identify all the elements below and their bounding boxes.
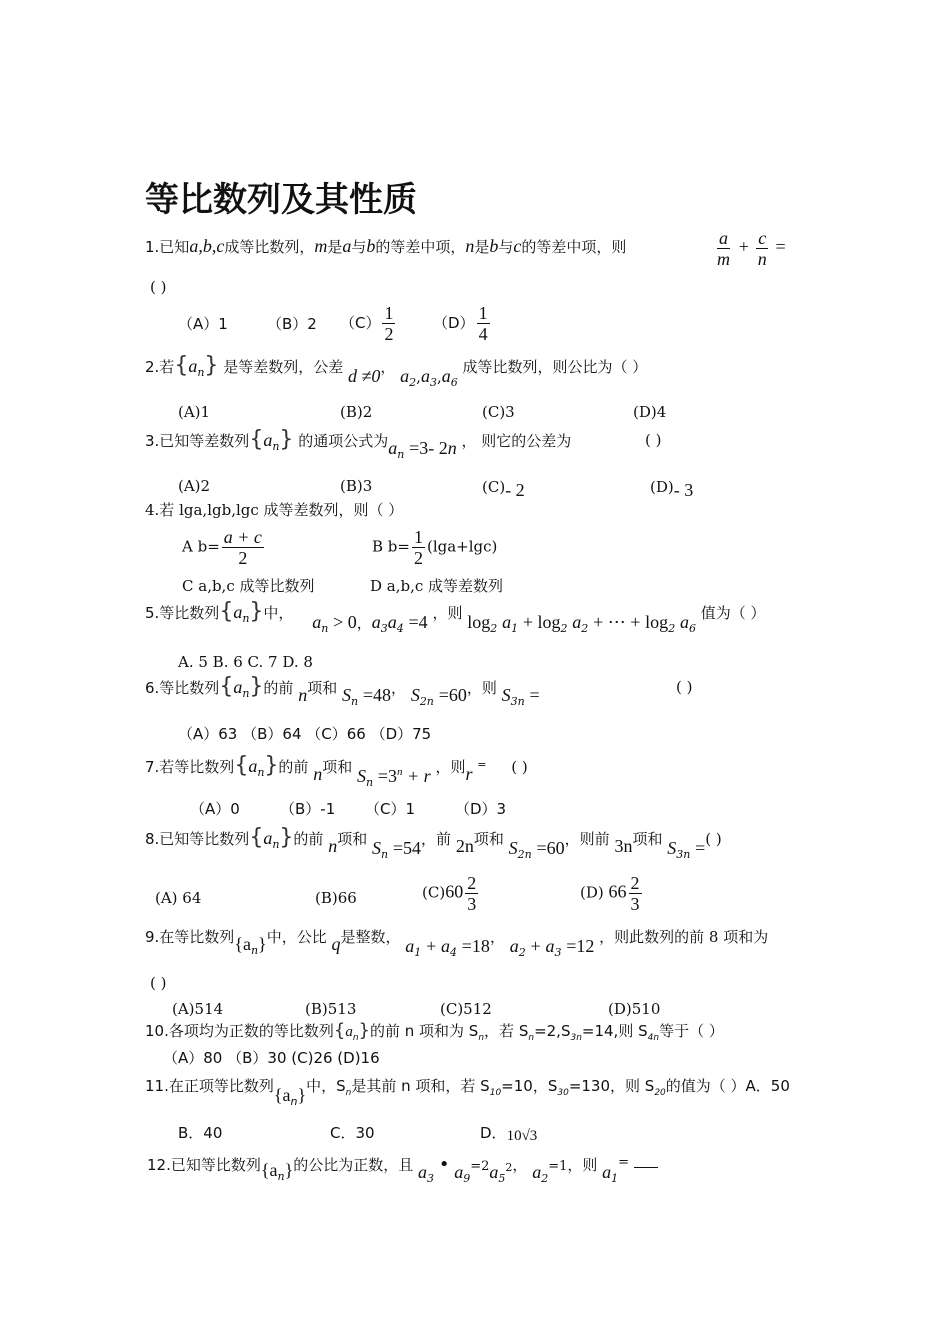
question-12: 12.已知等比数列$\{a_n\}$的公比为正数，且 $a_3$ • $a_9=2a_5^2$， $a_2=1$，则 $a_1=$ <box>147 1150 658 1181</box>
question-5-options: A. 5 B. 6 C. 7 D. 8 <box>178 653 313 671</box>
question-2-option-d: (D)4 <box>633 403 667 421</box>
question-7-option-d: （D）3 <box>455 800 507 818</box>
question-1: 1.已知a,b,c成等比数列，m是a与b的等差中项，n是b与c的等差中项，则 <box>145 236 627 256</box>
question-8-option-a: (A) 64 <box>155 889 202 907</box>
question-8-option-b: (B)66 <box>315 889 357 907</box>
answer-blank[interactable] <box>634 1167 658 1168</box>
question-10: 10.各项均为正数的等比数列$\{a_n\}$的前 n 项和为 $S_n$，若 $S_n=2,S_{3n}=14$,则 $S_{4n}$等于（ ） <box>145 1020 724 1043</box>
page-title: 等比数列及其性质 <box>145 180 417 220</box>
question-11-option-c: C．30 <box>330 1124 375 1142</box>
question-1-expression: $\frac{a}{m}$ + $\frac{c}{n}$ = <box>717 228 786 269</box>
question-1-option-c: （C） $\frac{1}{2}$ <box>340 303 394 344</box>
question-7-option-b: （B）-1 <box>280 800 336 818</box>
question-1-option-a: （A）1 <box>178 315 228 333</box>
question-6-answer-paren: ( ) <box>676 678 693 696</box>
question-3-option-c: (C)- 2 <box>482 478 525 500</box>
question-2-option-b: (B)2 <box>340 403 373 421</box>
question-7: 7.若等比数列$\{a_n\}$的前 n项和 $S_n =3^n + r$ ，则r = ( ) <box>145 753 528 789</box>
question-6-options: （A）63 （B）64 （C）66 （D）75 <box>178 725 432 743</box>
question-9-answer-paren: ( ) <box>150 974 167 992</box>
question-11: 11.在正项等比数列$\{a_n\}$中，$S_n$是其前 n 项和，若 $S_{10}=10$，$S_{30}=130$，则 $S_{20}$的值为（ ）A．50 <box>145 1077 790 1108</box>
question-9-option-a: (A)514 <box>172 1000 224 1018</box>
question-6: 6.等比数列$\{a_n\}$的前 n项和 $S_n =48$， $S_{2n} =60$，则 $S_{3n}$ = <box>145 674 540 708</box>
question-8: 8.已知等比数列$\{a_n\}$的前 n项和 $S_n =54$，前 2n项和 $S_{2n} =60$，则前 3n项和 $S_{3n}$ =( ) <box>145 825 722 861</box>
question-8-option-c: (C)60 $\frac{2}{3}$ <box>422 873 477 914</box>
question-7-option-c: （C）1 <box>365 800 416 818</box>
question-2-option-a: (A)1 <box>178 403 211 421</box>
question-8-option-d: (D) 66 $\frac{2}{3}$ <box>580 873 640 914</box>
question-1-answer-paren: ( ) <box>150 278 167 296</box>
question-3: 3.已知等差数列$\{a_n\}$ 的通项公式为$a_n =3-$ 2n ， 则它的公差为 <box>145 427 572 461</box>
question-11-option-b: B．40 <box>178 1124 223 1142</box>
question-4-option-b: B b= $\frac{1}{2}$ (lga+lgc) <box>372 527 498 568</box>
question-3-option-a: (A)2 <box>178 477 211 495</box>
question-5: 5.等比数列$\{a_n\}$中， $a_n > 0$，$a_3a_4 =4$ ，则 $\log_2 a_1 + \log_2 a_2$ + ⋯ + $\log_2 a_6$ 值为（ ） <box>145 599 766 635</box>
question-9: 9.在等比数列$\{a_n\}$中，公比 q是整数， $a_1 + a_4 =18$， $a_2 + a_3 =12$ ，则此数列的前 8 项和为 <box>145 928 769 959</box>
question-1-option-b: （B）2 <box>267 315 317 333</box>
question-3-answer-paren: ( ) <box>645 431 662 449</box>
question-2: 2.若$\{a_n\}$ 是等差数列，公差 d ≠0， $a_2,a_3,a_6$ 成等比数列，则公比为（ ） <box>145 353 648 389</box>
question-2-option-c: (C)3 <box>482 403 515 421</box>
question-1-option-d: （D） $\frac{1}{4}$ <box>433 303 488 344</box>
question-3-option-d: (D)- 3 <box>650 478 694 500</box>
question-4-option-d: D a,b,c 成等差数列 <box>370 577 504 595</box>
question-9-option-d: (D)510 <box>608 1000 661 1018</box>
question-4: 4.若 lga,lgb,lgc 成等差数列，则（ ） <box>145 501 404 519</box>
question-7-option-a: （A）0 <box>190 800 240 818</box>
question-9-option-b: (B)513 <box>305 1000 357 1018</box>
question-11-option-d: D．10√3 <box>480 1124 538 1144</box>
question-4-option-a: A b= $\frac{a + c}{2}$ <box>182 527 262 568</box>
question-10-options: （A）80 （B）30 (C)26 (D)16 <box>163 1049 380 1067</box>
question-4-option-c: C a,b,c 成等比数列 <box>182 577 315 595</box>
question-3-option-b: (B)3 <box>340 477 373 495</box>
question-9-option-c: (C)512 <box>440 1000 492 1018</box>
